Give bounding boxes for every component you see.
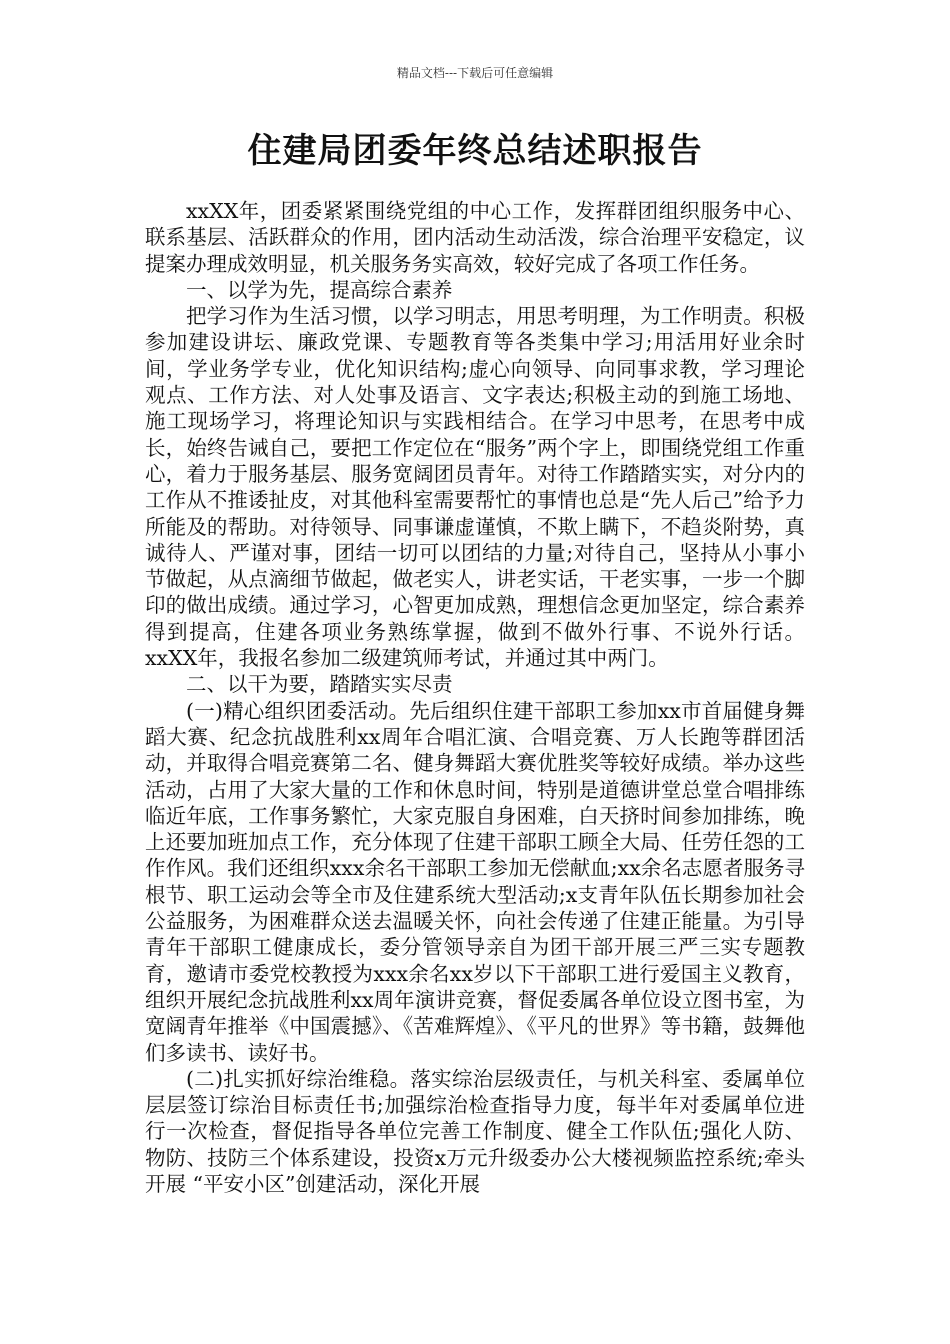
section-heading-2: 二、以干为要，踏踏实实尽责 [186,672,453,697]
section-heading-1: 一、以学为先，提高综合素养 [186,277,453,302]
document-title: 住建局团委年终总结述职报告 [247,131,703,171]
body-paragraph: (一)精心组织团委活动。先后组织住建干部职工参加xx市首届健身舞蹈大赛、纪念抗战胜利xx周年合唱汇演、合唱竞赛、万人长跑等群团活动，并取得合唱竞赛第二名、健身舞蹈大赛优胜奖等较好成绩。举办这些活动，占用了大家大量的工作和休息时间，特别是道德讲堂总堂合唱排练临近年底，工作事务繁忙，大家克服自身困难，白天挤时间参加排练，晚上还要加班加点工作，充分体现了住建干部职工顾全大局、任劳任怨的工作作风。我们还组织xxx余名干部职工参加无偿献血;xx余名志愿者服务寻根节、职工运动会等全市及住建系统大型活动;x支青年队伍长期参加社会公益服务，为困难群众送去温暖关怀，向社会传递了住建正能量。为引导青年干部职工健康成长，委分管领导亲自为团干部开展三严三实专题教育，邀请市委党校教授为xxx余名xx岁以下干部职工进行爱国主义教育，组织开展纪念抗战胜利xx周年演讲竞赛，督促委属各单位设立图书室，为宽阔青年推举《中国震撼》、《苦难辉煌》、《平凡的世界》等书籍，鼓舞他们多读书、读好书。 [145,698,805,1065]
document-body [145,198,805,1197]
body-paragraph: (二)扎实抓好综治维稳。落实综治层级责任，与机关科室、委属单位层层签订综治目标责任书;加强综治检查指导力度，每半年对委属单位进行一次检查，督促指导各单位完善工作制度、健全工作队伍;强化人防、物防、技防三个体系建设，投资x万元升级委办公大楼视频监控系统;牵头开展 “平安小区”创建活动，深化开展 [145,1066,805,1196]
header-note: 精品文档---下载后可任意编辑 [396,66,554,80]
body-paragraph: 把学习作为生活习惯，以学习明志，用思考明理，为工作明责。积极参加建设讲坛、廉政党课、专题教育等各类集中学习;用活用好业余时间，学业务学专业，优化知识结构;虚心向领导、向同事求教，学习理论观点、工作方法、对人处事及语言、文字表达;积极主动的到施工场地、施工现场学习，将理论知识与实践相结合。在学习中思考，在思考中成长，始终告诫自己，要把工作定位在“服务”两个字上，即围绕党组工作重心，着力于服务基层、服务宽阔团员青年。对待工作踏踏实实，对分内的工作从不推诿扯皮，对其他科室需要帮忙的事情也总是“先人后己”给予力所能及的帮助。对待领导、同事谦虚谨慎，不欺上瞒下，不趋炎附势，真诚待人、严谨对事，团结一切可以团结的力量;对待自己，坚持从小事小节做起，从点滴细节做起，做老实人，讲老实话，干老实事，一步一个脚印的做出成绩。通过学习，心智更加成熟，理想信念更加坚定，综合素养得到提高，住建各项业务熟练掌握，做到不做外行事、不说外行话。xxXX年，我报名参加二级建筑师考试，并通过其中两门。 [145,304,805,671]
intro-paragraph: xxXX年，团委紧紧围绕党组的中心工作，发挥群团组织服务中心、联系基层、活跃群众的作用，团内活动生动活泼，综合治理平安稳定，议提案办理成效明显，机关服务务实高效，较好完成了各项工作任务。 [145,199,805,276]
